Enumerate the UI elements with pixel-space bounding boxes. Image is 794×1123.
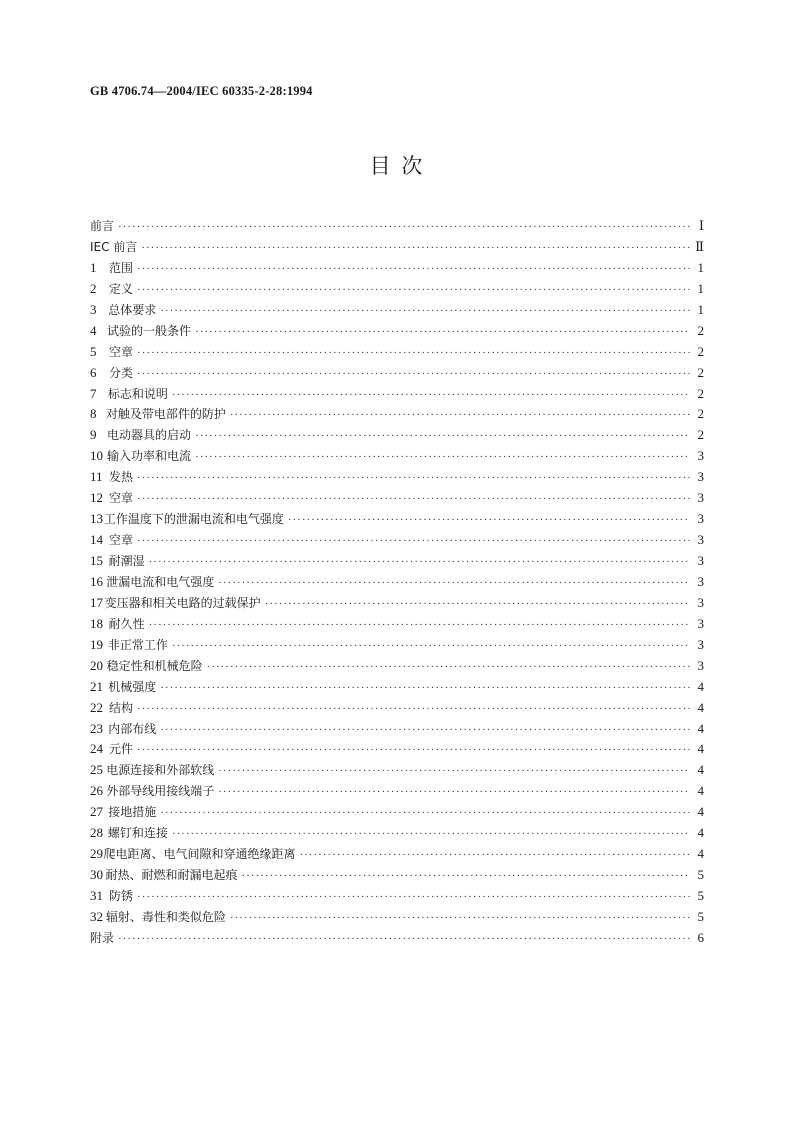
toc-entry-label: 标志和说明 xyxy=(107,386,168,401)
toc-entry-label: 电动器具的启动 xyxy=(107,428,192,443)
toc-entry-label: 范围 xyxy=(109,260,134,275)
toc-entry[interactable] xyxy=(90,845,704,866)
toc-entry-label: 附录 xyxy=(90,930,115,945)
toc-entry-page: 4 xyxy=(697,741,704,757)
toc-entry-label: 空章 xyxy=(109,491,134,506)
toc-entry-page: 5 xyxy=(697,908,704,924)
toc-entry[interactable] xyxy=(90,699,704,720)
toc-entry-number: 2 xyxy=(90,280,97,296)
toc-entry-page: 4 xyxy=(697,825,704,841)
toc-entry-page: 3 xyxy=(697,448,704,464)
toc-entry-label: 稳定性和机械危险 xyxy=(106,658,203,673)
toc-entry[interactable] xyxy=(90,426,704,447)
toc-entry-label: 螺钉和连接 xyxy=(107,826,168,841)
toc-entry-number: 29 xyxy=(90,846,103,862)
toc-entry-label: 发热 xyxy=(109,470,134,485)
toc-entry-page: 2 xyxy=(697,406,704,422)
toc-entry-number: 20 xyxy=(90,657,103,673)
dot-leader xyxy=(160,682,690,694)
toc-entry[interactable] xyxy=(90,531,704,552)
toc-entry-page: 3 xyxy=(697,594,704,610)
page-title: 目 次 xyxy=(369,154,425,178)
toc-entry-number: 17 xyxy=(90,594,103,610)
dot-leader xyxy=(118,221,690,233)
dot-leader xyxy=(137,703,690,715)
toc-entry-page: 3 xyxy=(697,553,704,568)
toc-entry-label: 非正常工作 xyxy=(107,637,168,652)
toc-entry-page: 4 xyxy=(697,846,704,862)
toc-entry[interactable] xyxy=(90,573,704,594)
toc-entry-label: 空章 xyxy=(109,533,134,548)
toc-entry-page: 3 xyxy=(697,511,704,527)
toc-entry-page: 6 xyxy=(697,929,704,945)
toc-entry[interactable] xyxy=(90,385,704,406)
toc-entry-label: 定义 xyxy=(109,281,134,296)
toc-entry-page: 5 xyxy=(697,867,704,883)
toc-entry-number: 10 xyxy=(90,448,103,464)
toc-entry[interactable] xyxy=(90,782,704,803)
toc-entry-page: 2 xyxy=(697,427,704,443)
dot-leader xyxy=(207,661,690,673)
dot-leader xyxy=(241,870,690,882)
dot-leader xyxy=(160,724,690,736)
toc-entry-page: Ⅰ xyxy=(698,218,704,233)
toc-entry[interactable] xyxy=(90,322,704,343)
toc-entry-page: Ⅱ xyxy=(695,238,704,254)
toc-entry[interactable] xyxy=(90,301,704,322)
toc-entry[interactable] xyxy=(90,489,704,510)
toc-entry-page: 2 xyxy=(697,385,704,401)
toc-entry-page: 1 xyxy=(697,280,704,296)
toc-entry-label: 空章 xyxy=(109,344,134,359)
toc-entry-label: 外部导线用接线端子 xyxy=(106,784,215,799)
toc-entry-page: 3 xyxy=(697,532,704,548)
toc-entry-number: 16 xyxy=(90,573,103,589)
toc-entry-number: 1 xyxy=(90,259,97,275)
toc-entry-number: 4 xyxy=(90,322,97,338)
toc-entry[interactable] xyxy=(90,803,704,824)
toc-entry[interactable] xyxy=(90,740,704,761)
dot-leader xyxy=(218,765,690,777)
toc-entry-label: 结构 xyxy=(109,700,134,715)
toc-entry-label: 变压器和相关电路的过载保护 xyxy=(104,595,261,610)
toc-entry-label: 耐久性 xyxy=(108,616,145,631)
toc-entry-number: 9 xyxy=(90,427,97,443)
dot-leader xyxy=(149,619,690,631)
toc-entry-number: 6 xyxy=(90,364,97,380)
dot-leader xyxy=(137,263,690,275)
toc-entry[interactable] xyxy=(90,510,704,531)
toc-entry-page: 4 xyxy=(697,720,704,736)
toc-entry-number: 27 xyxy=(90,804,103,820)
dot-leader xyxy=(137,744,690,756)
toc-entry-number: 26 xyxy=(90,783,103,799)
toc-entry-number: 5 xyxy=(90,343,97,359)
dot-leader xyxy=(137,368,690,380)
toc-entry-number: 19 xyxy=(90,636,103,652)
toc-entry-label: 内部布线 xyxy=(108,721,157,736)
toc-entry-number: 31 xyxy=(90,888,103,903)
toc-entry-label: 分类 xyxy=(109,365,134,380)
dot-leader xyxy=(160,305,690,317)
dot-leader xyxy=(149,556,690,568)
toc-entry-page: 3 xyxy=(697,490,704,506)
toc-entry[interactable] xyxy=(90,280,704,301)
toc-entry-page: 5 xyxy=(697,888,704,903)
toc-entry-page: 4 xyxy=(697,783,704,799)
dot-leader xyxy=(160,807,690,819)
toc-entry[interactable] xyxy=(90,343,704,364)
dot-leader xyxy=(137,891,690,903)
toc-entry-label: 电源连接和外部软线 xyxy=(106,763,215,778)
dot-leader xyxy=(137,535,690,547)
toc-entry-label: 前言 xyxy=(90,219,115,233)
toc-entry-number: 3 xyxy=(90,301,97,317)
dot-leader xyxy=(218,577,690,589)
toc-entry[interactable] xyxy=(90,761,704,782)
toc-entry[interactable] xyxy=(90,364,704,385)
toc-entry[interactable] xyxy=(90,866,704,887)
toc-entry-page: 3 xyxy=(697,657,704,673)
dot-leader xyxy=(195,451,690,463)
toc-entry-page: 3 xyxy=(697,469,704,485)
toc-entry-number: 32 xyxy=(90,908,103,924)
toc-entry-number: 8 xyxy=(90,406,97,422)
dot-leader xyxy=(137,347,690,359)
dot-leader xyxy=(172,640,690,652)
toc-entry-label: 输入功率和电流 xyxy=(107,449,192,464)
toc-entry-label: 元件 xyxy=(109,742,134,757)
toc-entry[interactable] xyxy=(90,929,704,950)
toc-entry-number: 14 xyxy=(90,532,103,548)
toc-entry-label: IEC 前言 xyxy=(90,239,138,254)
dot-leader xyxy=(172,828,690,840)
toc-entry-label: 接地措施 xyxy=(108,805,157,820)
toc-entry-label: 耐热、耐燃和耐漏电起痕 xyxy=(105,868,238,883)
toc-entry-label: 对触及带电部件的防护 xyxy=(105,407,226,422)
toc-entry-page: 2 xyxy=(697,322,704,338)
toc-entry-label: 辐射、毒性和类似危险 xyxy=(105,909,226,924)
toc-entry-page: 3 xyxy=(697,615,704,631)
toc-entry-number: 23 xyxy=(90,720,103,736)
toc-entry[interactable] xyxy=(90,720,704,741)
dot-leader xyxy=(137,493,690,505)
toc-entry-label: 泄漏电流和电气强度 xyxy=(106,574,215,589)
dot-leader xyxy=(230,409,690,421)
toc-entry-page: 1 xyxy=(697,259,704,275)
toc-entry-page: 2 xyxy=(697,343,704,359)
toc-entry-page: 1 xyxy=(697,301,704,317)
toc-entry[interactable] xyxy=(90,824,704,845)
toc-entry-number: 11 xyxy=(90,469,103,485)
dot-leader xyxy=(118,933,690,945)
toc-entry-label: 耐潮湿 xyxy=(108,554,145,568)
toc-entry-number: 28 xyxy=(90,825,103,841)
toc-entry[interactable] xyxy=(90,405,704,426)
dot-leader xyxy=(218,786,690,798)
dot-leader xyxy=(141,242,690,254)
toc-entry[interactable] xyxy=(90,657,704,678)
toc-entry-number: 24 xyxy=(90,741,103,757)
toc-entry[interactable] xyxy=(90,238,704,259)
toc-entry-page: 4 xyxy=(697,762,704,778)
toc-entry[interactable] xyxy=(90,259,704,280)
dot-leader xyxy=(172,389,690,401)
toc-entry-label: 防锈 xyxy=(109,889,134,903)
toc-entry[interactable] xyxy=(90,468,704,489)
dot-leader xyxy=(299,849,690,861)
toc-entry[interactable] xyxy=(90,552,704,573)
toc-entry[interactable] xyxy=(90,678,704,699)
toc-entry-number: 30 xyxy=(90,867,103,883)
toc-entry-page: 3 xyxy=(697,636,704,652)
toc-entry-number: 18 xyxy=(90,615,103,631)
toc-entry-label: 机械强度 xyxy=(108,679,157,694)
dot-leader xyxy=(137,472,690,484)
toc-entry-label: 试验的一般条件 xyxy=(107,323,192,338)
toc-entry-number: 12 xyxy=(90,490,103,506)
toc-entry[interactable] xyxy=(90,636,704,657)
toc-entry[interactable] xyxy=(90,887,704,908)
dot-leader xyxy=(230,912,690,924)
toc-entry-number: 21 xyxy=(90,678,103,694)
toc-entry[interactable] xyxy=(90,615,704,636)
toc-entry-page: 3 xyxy=(697,573,704,589)
toc-entry[interactable] xyxy=(90,217,704,238)
toc-entry-number: 15 xyxy=(90,553,103,568)
toc-entry-number: 22 xyxy=(90,699,103,715)
standard-code: GB 4706.74—2004/IEC 60335-2-28:1994 xyxy=(90,84,313,98)
toc-entry[interactable] xyxy=(90,447,704,468)
toc-entry-number: 25 xyxy=(90,762,103,778)
toc-entry-page: 4 xyxy=(697,699,704,715)
toc-entry-page: 4 xyxy=(697,678,704,694)
toc-entry-number: 7 xyxy=(90,385,97,401)
toc-entry-label: 工作温度下的泄漏电流和电气强度 xyxy=(103,512,284,527)
toc-entry-label: 总体要求 xyxy=(108,302,157,317)
table-of-contents xyxy=(90,217,704,950)
toc-entry-label: 爬电距离、电气间隙和穿通绝缘距离 xyxy=(103,847,296,862)
toc-entry[interactable] xyxy=(90,908,704,929)
dot-leader xyxy=(195,430,690,442)
toc-entry[interactable] xyxy=(90,594,704,615)
dot-leader xyxy=(265,598,690,610)
dot-leader xyxy=(137,284,690,296)
toc-entry-page: 2 xyxy=(697,364,704,380)
toc-entry-page: 4 xyxy=(697,804,704,820)
dot-leader xyxy=(195,326,690,338)
toc-entry-number: 13 xyxy=(90,511,103,527)
dot-leader xyxy=(288,514,690,526)
